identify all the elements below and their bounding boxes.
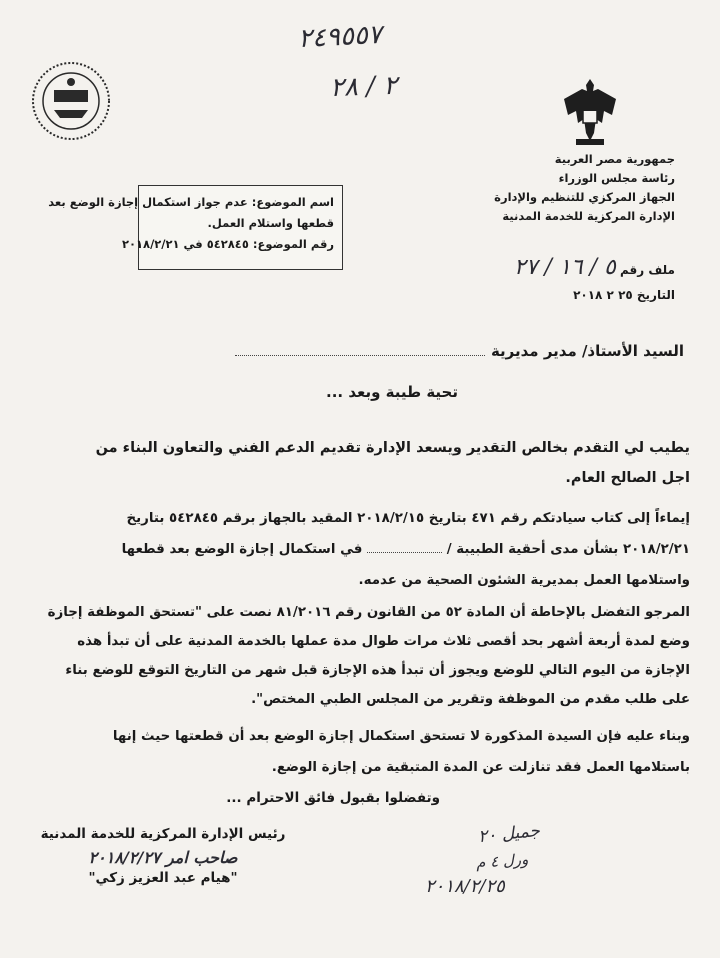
header-department: الإدارة المركزية للخدمة المدنية: [502, 209, 675, 223]
handwritten-incoming-number: ٢٤٩٥٥٧: [297, 19, 383, 55]
signatory-name: "هيام عبد العزيز زكي": [88, 870, 238, 886]
date-line: [573, 288, 675, 302]
paragraph-line: إيماءاً إلى كتاب سيادتكم رقم ٤٧١ بتاريخ ٢٠١٨/٢/١٥ المقيد بالجهاز برقم ٥٤٢٨٤٥ بتاريخ: [126, 511, 690, 526]
subject-number: رقم الموضوع: ٥٤٢٨٤٥ في ٢٠١٨/٢/٢١: [122, 237, 334, 251]
paragraph-line: واستلامها العمل بمديرية الشئون الصحية من عدمه.: [358, 573, 690, 588]
eagle-emblem-icon: [560, 75, 620, 147]
header-block: [415, 150, 675, 226]
paragraph-line: يطيب لي التقدم بخالص التقدير ويسعد الإدارة تقديم الدعم الفني والتعاون البناء من: [95, 440, 690, 456]
subject-line-1: اسم الموضوع: عدم جواز استكمال إجازة الوضع بعد: [48, 195, 334, 209]
handwritten-note-2: ورل ٤ م: [475, 850, 529, 872]
subject-line-2: قطعها واستلام العمل.: [207, 216, 334, 230]
subject-box: [48, 185, 343, 270]
paragraph-intro: [25, 433, 690, 493]
signature-scribble: صاحب امر ٢٠١٨/٢/٢٧: [88, 848, 238, 867]
paragraph-line: باستلامها العمل فقد تنازلت عن المدة المتبقية من إجازة الوضع.: [271, 760, 690, 775]
paragraph-line: اجل الصالح العام.: [565, 470, 690, 486]
file-number-line: [514, 255, 675, 280]
file-number-value: ٥ / ١٦ / ٢٧: [513, 255, 616, 280]
file-number-label: ملف رقم: [620, 263, 675, 277]
paragraph-line: الإجازة من اليوم التالي للوضع ويجوز أن تبدأ هذه الإجازة قبل شهر من التاريخ التوقع للوضع بناء: [65, 663, 690, 678]
date-value: ٢٥ ٢ ٢٠١٨: [573, 288, 633, 302]
paragraph-line: ٢٠١٨/٢/٢١ بشأن مدى أحقية الطبيبة / في استكمال إجازة الوضع بعد قطعها: [121, 542, 690, 557]
header-cabinet: رئاسة مجلس الوزراء: [558, 171, 675, 185]
paragraph-line: على طلب مقدم من الموظفة وتقرير من المجلس الطبي المختص".: [251, 692, 690, 707]
handwritten-incoming-date: ٢ / ٢٨: [329, 70, 398, 104]
paragraph-line: وبناء عليه فإن السيدة المذكورة لا تستحق استكمال إجازة الوضع بعد أن قطعتها حيث إنها: [112, 729, 690, 744]
signature-block: [38, 826, 288, 886]
date-label: التاريخ: [636, 288, 675, 302]
addressee: السيد الأستاذ/ مدير مديرية: [490, 342, 684, 360]
agency-seal-icon: [30, 60, 112, 142]
paragraph-reference: [25, 503, 690, 596]
addressee-line: [235, 342, 684, 360]
closing-line: وتفضلوا بقبول فائق الاحترام ...: [226, 790, 440, 806]
header-country: جمهورية مصر العربية: [554, 152, 675, 166]
redacted-name-blank: [367, 552, 442, 553]
paragraph-conclusion: [25, 721, 690, 783]
header-agency: الجهاز المركزي للتنظيم والإدارة: [494, 190, 675, 204]
paragraph-line: المرجو التفضل بالإحاطة أن المادة ٥٢ من القانون رقم ٨١/٢٠١٦ نصت على "تستحق الموظفة إجازة: [47, 605, 690, 620]
handwritten-note-1: جميل ٢٠: [477, 820, 541, 848]
handwritten-note-date: ٢٠١٨/٢/٢٥: [425, 876, 505, 897]
addressee-blank: [235, 355, 485, 356]
paragraph-law-article: [25, 598, 690, 714]
paragraph-line: وضع لمدة أربعة أشهر بحد أقصى ثلاث مرات طوال مدة عملها بالخدمة المدنية على أن تبدأ هذه: [77, 634, 690, 649]
greeting: تحية طيبة وبعد ...: [326, 383, 458, 401]
signatory-title: رئيس الإدارة المركزية للخدمة المدنية: [40, 826, 286, 842]
